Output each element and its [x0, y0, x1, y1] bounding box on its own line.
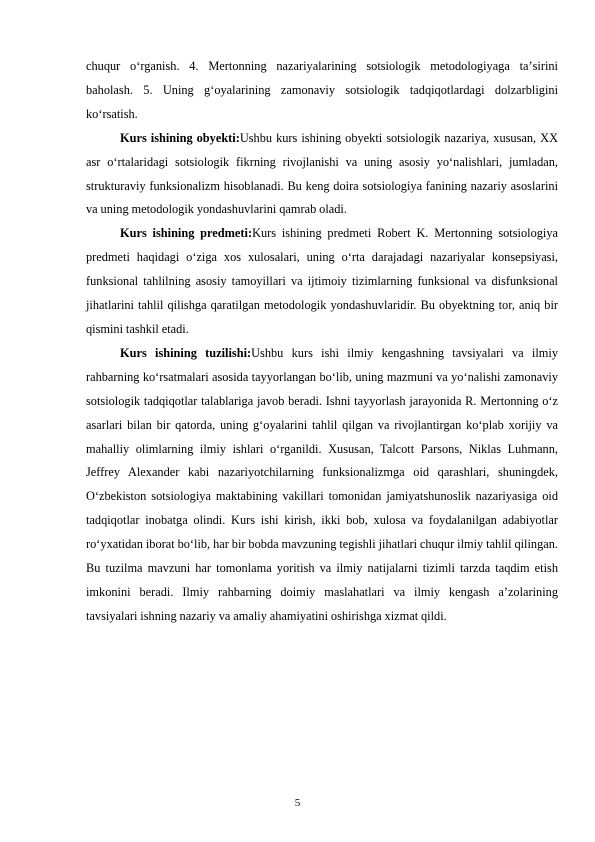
- paragraph-lead: Kurs ishining predmeti:: [120, 226, 253, 241]
- page-number: 5: [294, 797, 301, 809]
- document-body: [86, 55, 558, 629]
- paragraph-subject: [86, 222, 558, 342]
- paragraph-continuation: [86, 55, 558, 127]
- paragraph-text: chuqur oʻrganish. 4. Mertonning nazariyalarining sotsiologik metodologiyaga taʼsirini baholash. 5. Uning gʻoyalarining zamonaviy sotsiologik tadqiqotlardagi dolzarbligini koʻrsatish.: [86, 59, 558, 121]
- paragraph-lead: Kurs ishining obyekti:: [120, 130, 240, 145]
- paragraph-text: Ushbu kurs ishi ilmiy kengashning tavsiyalari va ilmiy rahbarning koʻrsatmalari asosida tayyorlangan boʻlib, uning mazmuni va yoʻnalishi zamonaviy sotsiologik tadqiqotlar talablariga javob beradi. Ishni tayyorlash jarayonida R. Mertonning oʻz asarlari bilan bir qatorda, uning gʻoyalarini tahlil qilgan va rivojlantirgan koʻplab xorijiy va mahalliy olimlarning ilmiy ishlari oʻrganildi. Xususan, Talcott Parsons, Niklas Luhmann, Jeffrey Alexander kabi nazariyotchilarning funksionalizmga oid qarashlari, shuningdek, Oʻzbekiston sotsiologiya maktabining vakillari tomonidan jamiyatshunoslik nazariyasiga oid tadqiqotlar inobatga olindi. Kurs ishi kirish, ikki bob, xulosa va foydalanilgan adabiyotlar roʻyxatidan iborat boʻlib, har bir bobda mavzuning tegishli jihatlari chuqur ilmiy tahlil qilingan. Bu tuzilma mavzuni har tomonlama yoritish va ilmiy natijalarni tizimli tarzda taqdim etish imkonini beradi. Ilmiy rahbarning doimiy maslahatlari va ilmiy kengash aʼzolarining tavsiyalari ishning nazariy va amaliy ahamiyatini oshirishga xizmat qildi.: [86, 345, 558, 623]
- paragraph-object: [86, 127, 558, 223]
- paragraph-structure: [86, 342, 558, 629]
- paragraph-lead: Kurs ishining tuzilishi:: [120, 345, 252, 360]
- paragraph-text: Kurs ishining predmeti Robert K. Mertonning sotsiologiya predmeti haqidagi oʻziga xos xulosalari, uning oʻrta darajadagi nazariyalar konsepsiyasi, funksional tahlilning asosiy tamoyillari va ijtimoiy tizimlarning funksional va disfunksional jihatlarini tahlil qilishga qaratilgan metodologik yondashuvlaridir. Bu obyektning tor, aniq bir qismini tashkil etadi.: [86, 226, 558, 336]
- paragraph-text: Ushbu kurs ishining obyekti sotsiologik nazariya, xususan, XX asr oʻrtalaridagi sotsiologik fikrning rivojlanishi va uning asosiy yoʻnalishlari, jumladan, strukturaviy funksionalizm hisoblanadi. Bu keng doira sotsiologiya fanining nazariy asoslarini va uning metodologik yondashuvlarini qamrab oladi.: [86, 130, 558, 217]
